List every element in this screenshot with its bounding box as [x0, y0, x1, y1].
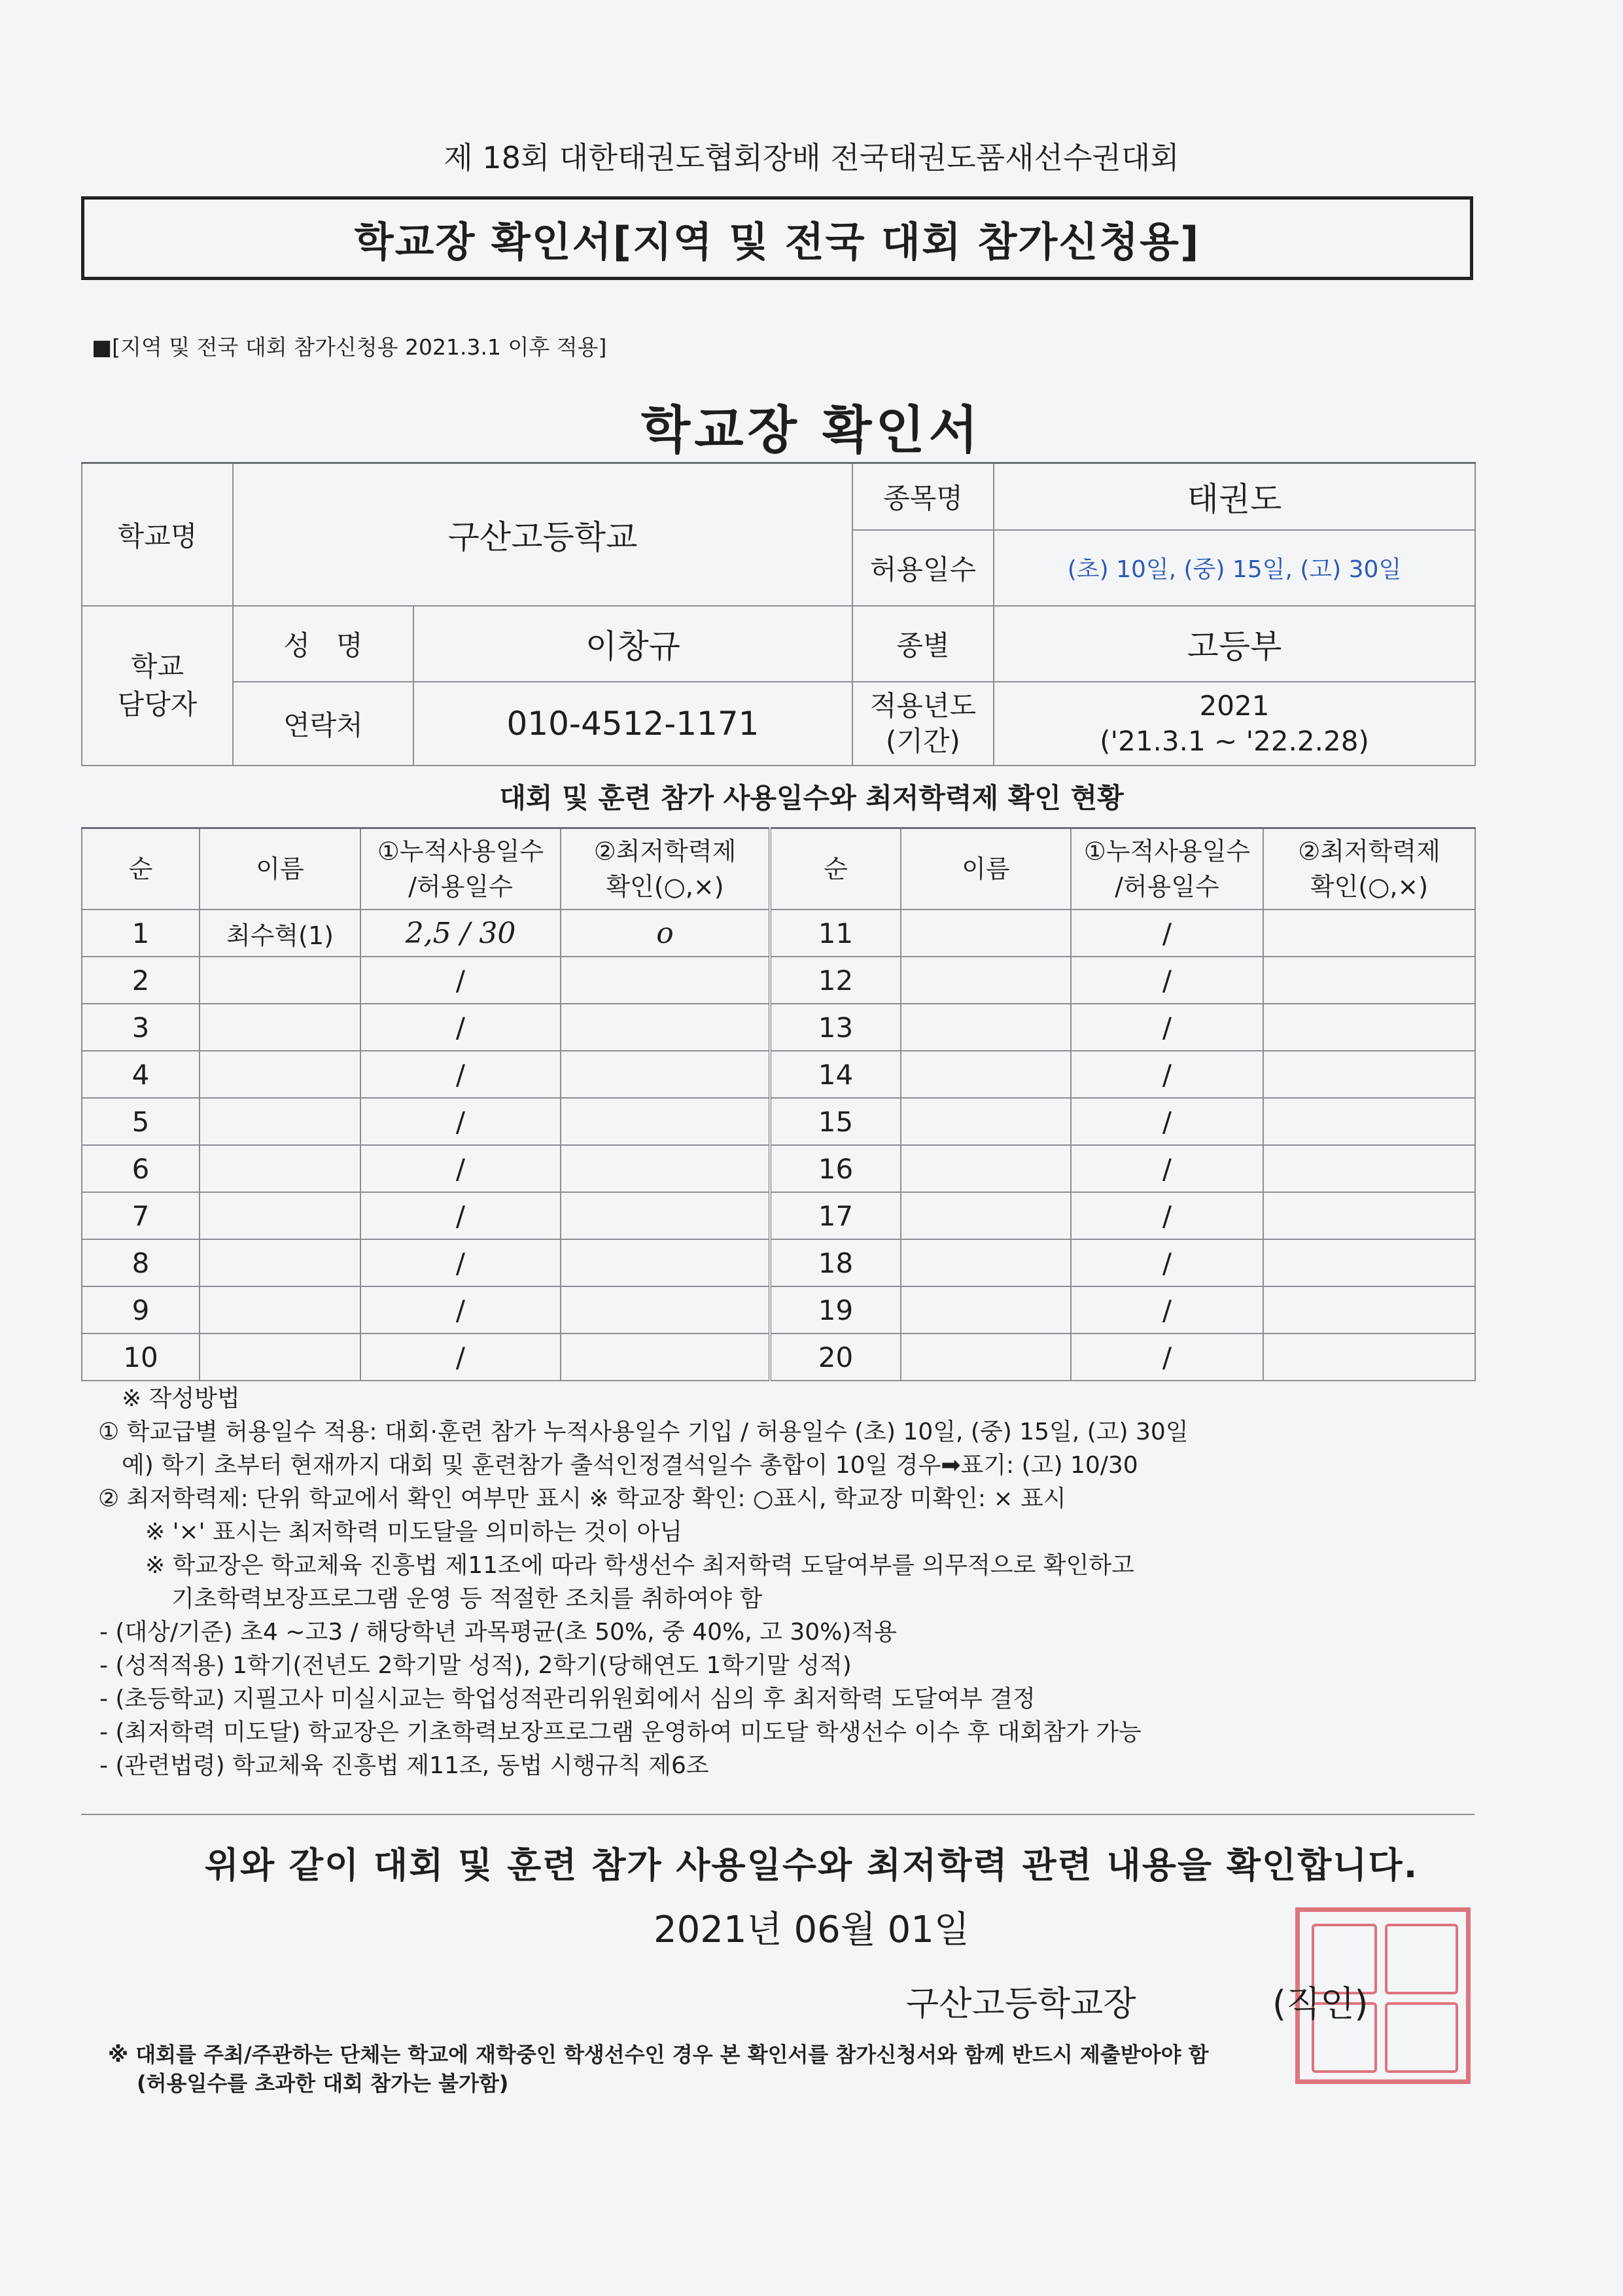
header-check-left: ②최저학력제 확인(○,×): [561, 828, 770, 910]
min-academic-check: [561, 957, 770, 1004]
row-number: 4: [82, 1051, 200, 1098]
header-days-left: ①누적사용일수 /허용일수: [360, 828, 561, 910]
row-number: 2: [82, 957, 200, 1004]
student-name: [901, 1051, 1071, 1098]
instruction-dash-5: - (관련법령) 학교체육 진흥법 제11조, 동법 시행규칙 제6조: [99, 1752, 709, 1779]
header-no-right: 순: [770, 828, 901, 910]
min-academic-check: [561, 1286, 770, 1333]
min-academic-check: [561, 1098, 770, 1145]
min-academic-check: [561, 1051, 770, 1098]
row-number: 8: [82, 1239, 200, 1286]
allowed-days-value: (초) 10일, (중) 15일, (고) 30일: [994, 530, 1475, 606]
header-name-left: 이름: [200, 828, 360, 910]
student-name: [200, 1004, 360, 1051]
min-academic-check: [1263, 1051, 1475, 1098]
footnote-line-2: (허용일수를 초과한 대회 참가는 불가함): [137, 2071, 509, 2096]
student-name: [200, 1051, 360, 1098]
student-name: [200, 1098, 360, 1145]
allowed-days-label: 허용일수: [852, 530, 994, 606]
student-name: [200, 957, 360, 1004]
days-used: /: [360, 1051, 561, 1098]
document-title-box: [81, 196, 1473, 280]
days-used: /: [360, 1004, 561, 1051]
instruction-note-2: ※ 학교장은 학교체육 진흥법 제11조에 따라 학생선수 최저학력 도달여부를 의무적으로 확인하고: [145, 1552, 1134, 1579]
status-caption: 대회 및 훈련 참가 사용일수와 최저학력제 확인 현황: [499, 782, 1124, 814]
min-academic-check: [561, 1239, 770, 1286]
instruction-dash-1: - (대상/기준) 초4 ~고3 / 해당학년 과목평균(초 50%, 중 40%, 고 30%)적용: [99, 1619, 897, 1646]
instruction-item-1: ① 학교급별 허용일수 적용: 대회·훈련 참가 누적사용일수 기입 / 허용일수 (초) 10일, (중) 15일, (고) 30일: [98, 1419, 1189, 1445]
student-name: [901, 1286, 1071, 1333]
school-name-value: 구산고등학교: [233, 463, 852, 606]
instructions-heading: ※ 작성방법: [122, 1385, 240, 1412]
min-academic-check: [1263, 1333, 1475, 1381]
row-number: 5: [82, 1098, 200, 1145]
days-used: /: [1071, 1098, 1263, 1145]
row-number: 19: [770, 1286, 901, 1333]
row-number: 7: [82, 1192, 200, 1239]
manager-contact-label: 연락처: [233, 682, 413, 766]
header-days-right: ①누적사용일수 /허용일수: [1071, 828, 1263, 910]
applied-year-label: 적용년도 (기간): [852, 682, 994, 766]
days-used: /: [360, 1333, 561, 1381]
participation-status-table: [81, 827, 1476, 1381]
row-number: 16: [770, 1145, 901, 1192]
header-name-right: 이름: [901, 828, 1071, 910]
student-name: [200, 1333, 360, 1381]
min-academic-check: [1263, 1192, 1475, 1239]
days-used: /: [360, 1192, 561, 1239]
student-name: [200, 1286, 360, 1333]
document-title: 학교장 확인서[지역 및 전국 대회 참가신청용]: [354, 217, 1200, 266]
student-name: [901, 1004, 1071, 1051]
confirmation-statement: 위와 같이 대회 및 훈련 참가 사용일수와 최저학력 관련 내용을 확인합니다.: [204, 1845, 1419, 1886]
min-academic-check: [1263, 1098, 1475, 1145]
row-number: 14: [770, 1051, 901, 1098]
student-name: [200, 1145, 360, 1192]
footnote-line-1: ※ 대회를 주최/주관하는 단체는 학교에 재학중인 학생선수인 경우 본 확인서를 참가신청서와 함께 반드시 제출받아야 함: [108, 2042, 1209, 2067]
manager-name-value: 이창규: [413, 606, 852, 682]
event-label: 종목명: [852, 463, 994, 530]
min-academic-check: o: [561, 910, 770, 957]
division-value: 고등부: [994, 606, 1475, 682]
section-divider: [81, 1814, 1475, 1815]
form-title: 학교장 확인서: [640, 401, 983, 460]
table-row: [82, 1239, 1475, 1286]
instruction-dash-4: - (최저학력 미도달) 학교장은 기초학력보장프로그램 운영하여 미도달 학생선수 이수 후 대회참가 가능: [99, 1719, 1142, 1746]
table-row: [82, 1004, 1475, 1051]
header-no-left: 순: [82, 828, 200, 910]
days-used: /: [360, 957, 561, 1004]
school-principal-name: 구산고등학교장: [906, 1985, 1136, 2024]
student-name: [901, 1192, 1071, 1239]
manager-name-label: 성 명: [233, 606, 413, 682]
days-used: /: [1071, 1192, 1263, 1239]
application-notice: ■[지역 및 전국 대회 참가신청용 2021.3.1 이후 적용]: [92, 334, 607, 360]
event-title: 제 18회 대한태권도협회장배 전국태권도품새선수권대회: [444, 140, 1179, 175]
row-number: 20: [770, 1333, 901, 1381]
row-number: 10: [82, 1333, 200, 1381]
instructions: [98, 1382, 1492, 1782]
school-info-table: [81, 462, 1476, 766]
days-used: /: [1071, 1333, 1263, 1381]
row-number: 13: [770, 1004, 901, 1051]
days-used: /: [360, 1145, 561, 1192]
student-name: [901, 1145, 1071, 1192]
row-number: 18: [770, 1239, 901, 1286]
row-number: 12: [770, 957, 901, 1004]
min-academic-check: [1263, 910, 1475, 957]
days-used: /: [360, 1239, 561, 1286]
student-name: [200, 1239, 360, 1286]
instruction-item-1-example: 예) 학기 초부터 현재까지 대회 및 훈련참가 출석인정결석일수 총합이 10일 경우➡표기: (고) 10/30: [122, 1452, 1138, 1479]
min-academic-check: [561, 1333, 770, 1381]
student-name: [901, 957, 1071, 1004]
min-academic-check: [1263, 957, 1475, 1004]
student-name: [200, 1192, 360, 1239]
instruction-dash-3: - (초등학교) 지필고사 미실시교는 학업성적관리위원회에서 심의 후 최저학력 도달여부 결정: [99, 1686, 1036, 1712]
min-academic-check: [561, 1004, 770, 1051]
student-name: [901, 1098, 1071, 1145]
table-row: [82, 1286, 1475, 1333]
instruction-item-2: ② 최저학력제: 단위 학교에서 확인 여부만 표시 ※ 학교장 확인: ○표시, 학교장 미확인: × 표시: [98, 1485, 1066, 1512]
instruction-dash-2: - (성적적용) 1학기(전년도 2학기말 성적), 2학기(당해연도 1학기말 성적): [99, 1652, 852, 1679]
table-row: [82, 1192, 1475, 1239]
student-name: [901, 1239, 1071, 1286]
instruction-note-1: ※ '×' 표시는 최저학력 미도달을 의미하는 것이 아님: [145, 1519, 682, 1545]
header-check-right: ②최저학력제 확인(○,×): [1263, 828, 1475, 910]
student-name: 최수혁(1): [200, 910, 360, 957]
min-academic-check: [1263, 1286, 1475, 1333]
days-used: /: [1071, 1051, 1263, 1098]
instruction-note-2-cont: 기초학력보장프로그램 운영 등 적절한 조치를 취하여야 함: [171, 1585, 763, 1612]
days-used: 2,5 / 30: [360, 910, 561, 957]
row-number: 9: [82, 1286, 200, 1333]
row-number: 11: [770, 910, 901, 957]
min-academic-check: [1263, 1239, 1475, 1286]
student-name: [901, 910, 1071, 957]
min-academic-check: [561, 1145, 770, 1192]
table-row: [82, 1051, 1475, 1098]
min-academic-check: [1263, 1004, 1475, 1051]
days-used: /: [360, 1286, 561, 1333]
days-used: /: [1071, 1286, 1263, 1333]
days-used: /: [1071, 957, 1263, 1004]
division-label: 종별: [852, 606, 994, 682]
table-row: [82, 957, 1475, 1004]
table-row: [82, 910, 1475, 957]
min-academic-check: [1263, 1145, 1475, 1192]
min-academic-check: [561, 1192, 770, 1239]
table-row: [82, 1098, 1475, 1145]
applied-year-value: 2021 ('21.3.1 ~ '22.2.28): [994, 682, 1475, 766]
event-value: 태권도: [994, 463, 1475, 530]
days-used: /: [360, 1098, 561, 1145]
days-used: /: [1071, 910, 1263, 957]
student-name: [901, 1333, 1071, 1381]
footnote: [108, 2040, 1482, 2098]
row-number: 1: [82, 910, 200, 957]
school-name-label: 학교명: [82, 463, 233, 606]
issue-date: 2021년 06월 01일: [654, 1909, 969, 1951]
seal-mark-label: (직인): [1272, 1983, 1369, 2024]
days-used: /: [1071, 1145, 1263, 1192]
row-number: 17: [770, 1192, 901, 1239]
table-row: [82, 1333, 1475, 1381]
days-used: /: [1071, 1004, 1263, 1051]
row-number: 6: [82, 1145, 200, 1192]
row-number: 3: [82, 1004, 200, 1051]
days-used: /: [1071, 1239, 1263, 1286]
row-number: 15: [770, 1098, 901, 1145]
manager-contact-value: 010-4512-1171: [413, 682, 852, 766]
school-manager-label: 학교 담당자: [82, 606, 233, 766]
table-row: [82, 1145, 1475, 1192]
